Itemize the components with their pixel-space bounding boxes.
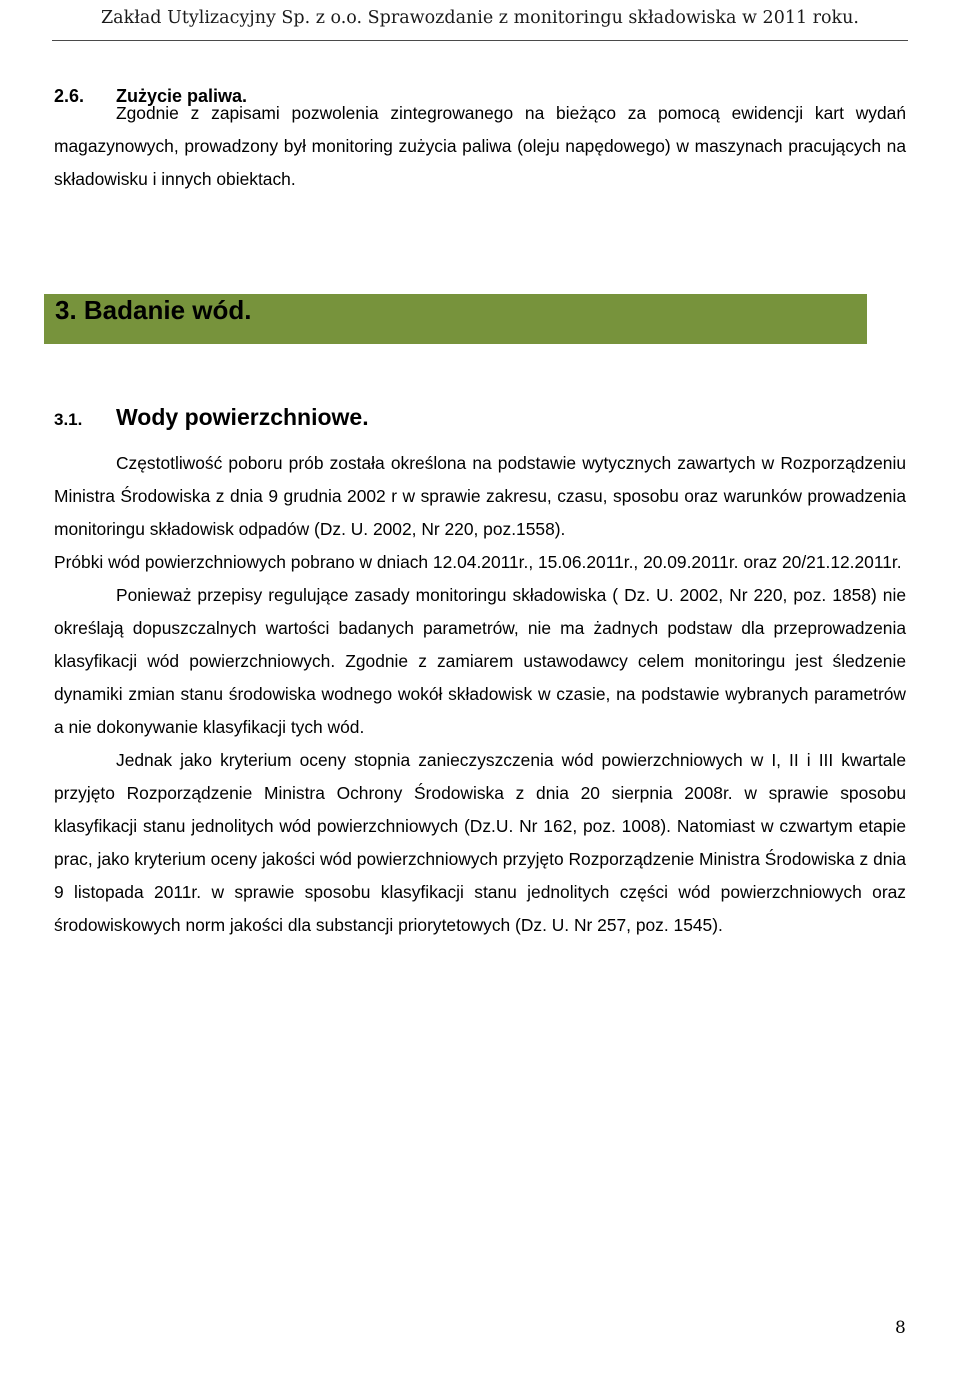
section-3-banner	[44, 294, 867, 344]
section-3-1-heading	[54, 402, 369, 435]
paragraph-criteria: Jednak jako kryterium oceny stopnia zanieczyszczenia wód powierzchniowych w I, II i III kwartale przyjęto Rozporządzenie Ministra Ochrony Środowiska z dnia 20 sierpnia 2008r. w sprawie sposobu klasyfikacji stanu jednolitych wód powierzchniowych (Dz.U. Nr 162, poz. 1008). Natomiast w czwartym etapie prac, jako kryterium oceny jakości wód powierzchniowych przyjęto Rozporządzenie Ministra Środowiska z dnia 9 listopada 2011r. w sprawie sposobu klasyfikacji stanu jednolitych części wód powierzchniowych oraz środowiskowych norm jakości dla substancji priorytetowych (Dz. U. Nr 257, poz. 1545).	[54, 750, 906, 935]
section-3-1-body	[54, 447, 906, 942]
paragraph-sampling-frequency: Częstotliwość poboru prób została określona na podstawie wytycznych zawartych w Rozporządzeniu Ministra Środowiska z dnia 9 grudnia 2002 r w sprawie zakresu, czasu, sposobu oraz warunków prowadzenia monitoringu składowisk odpadów (Dz. U. 2002, Nr 220, poz.1558).	[54, 453, 906, 539]
header-rule	[52, 40, 908, 41]
section-3-heading: 3. Badanie wód.	[55, 295, 252, 325]
section-2-6-number: 2.6.	[54, 86, 85, 106]
running-header: Zakład Utylizacyjny Sp. z o.o. Sprawozdanie z monitoringu składowiska w 2011 roku.	[101, 8, 859, 28]
section-3-1-title: Wody powierzchniowe.	[116, 404, 369, 430]
section-2-6-paragraph: Zgodnie z zapisami pozwolenia zintegrowanego na bieżąco za pomocą ewidencji kart wydań magazynowych, prowadzony był monitoring zużycia paliwa (oleju napędowego) w maszynach pracujących na składowisku i innych obiektach.	[54, 103, 906, 189]
paragraph-no-limits: Ponieważ przepisy regulujące zasady monitoringu składowiska ( Dz. U. 2002, Nr 220, poz. 1858) nie określają dopuszczalnych wartości badanych parametrów, nie ma żadnych podstaw dla przeprowadzenia klasyfikacji wód powierzchniowych. Zgodnie z zamiarem ustawodawcy celem monitoringu jest śledzenie dynamiki zmian stanu środowiska wodnego wokół składowisk w czasie, na podstawie wybranych parametrów a nie dokonywanie klasyfikacji tych wód.	[54, 585, 906, 737]
section-3-1-number: 3.1.	[54, 410, 83, 429]
paragraph-sampling-dates: Próbki wód powierzchniowych pobrano w dniach 12.04.2011r., 15.06.2011r., 20.09.2011r. oraz 20/21.12.2011r.	[54, 552, 902, 572]
page-number: 8	[895, 1318, 906, 1338]
section-2-6-title: Zużycie paliwa.	[116, 86, 248, 106]
